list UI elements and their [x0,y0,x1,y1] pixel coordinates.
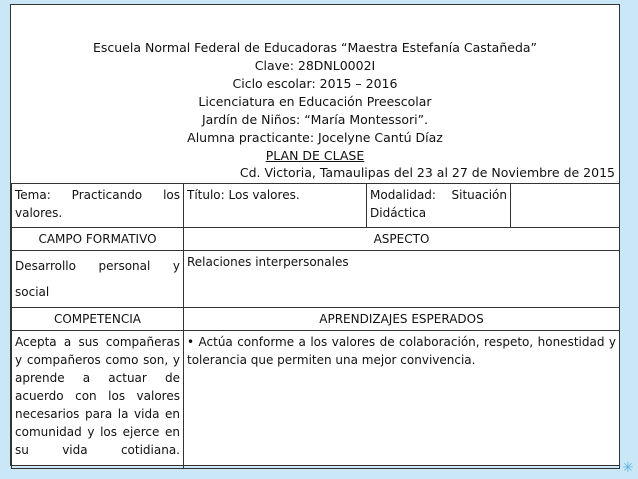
titulo-cell: Título: Los valores. [184,184,367,228]
table-row [12,184,620,228]
campo-formativo-header: CAMPO FORMATIVO [12,228,184,251]
student-teacher: Alumna practicante: Jocelyne Cantú Díaz [187,130,443,145]
competencia-header: COMPETENCIA [12,308,184,331]
competencia-value: Acepta a sus compañeras y compañeros como son, y aprende a actuar de acuerdo con los valores necesarios para la vida en comunidad y los ejerce en su vida cotidiana. [12,331,184,469]
empty-cell [511,184,620,228]
school-year: Ciclo escolar: 2015 – 2016 [232,76,398,91]
lesson-plan-table [11,183,620,469]
modalidad-cell: Modalidad: Situación Didáctica [367,184,511,228]
table-row [12,331,620,469]
tema-cell: Tema: Practicando los valores. [12,184,184,228]
corner-decoration-icon: ✳ [622,460,634,476]
degree-program: Licenciatura en Educación Preescolar [198,94,432,109]
document-header [11,5,619,184]
table-row [12,308,620,331]
document-title: PLAN DE CLASE [265,148,365,163]
aprendizaje-value: • Actúa conforme a los valores de colaboración, respeto, honestidad y tolerancia que permiten una mejor convivencia. [184,331,620,469]
aspecto-header: ASPECTO [184,228,620,251]
document-page [10,4,620,466]
school-code: Clave: 28DNL0002I [254,58,376,73]
school-name: Escuela Normal Federal de Educadoras “Maestra Estefanía Castañeda” [92,40,538,55]
table-row [12,228,620,251]
aprendizajes-header: APRENDIZAJES ESPERADOS [184,308,620,331]
aspecto-value: Relaciones interpersonales [184,251,620,308]
campo-formativo-value: Desarrollo personal y social [12,251,184,308]
kindergarten-name: Jardín de Niños: “María Montessori”. [201,112,429,127]
table-row [12,251,620,308]
location-dates: Cd. Victoria, Tamaulipas del 23 al 27 de Noviembre de 2015 [239,165,615,180]
